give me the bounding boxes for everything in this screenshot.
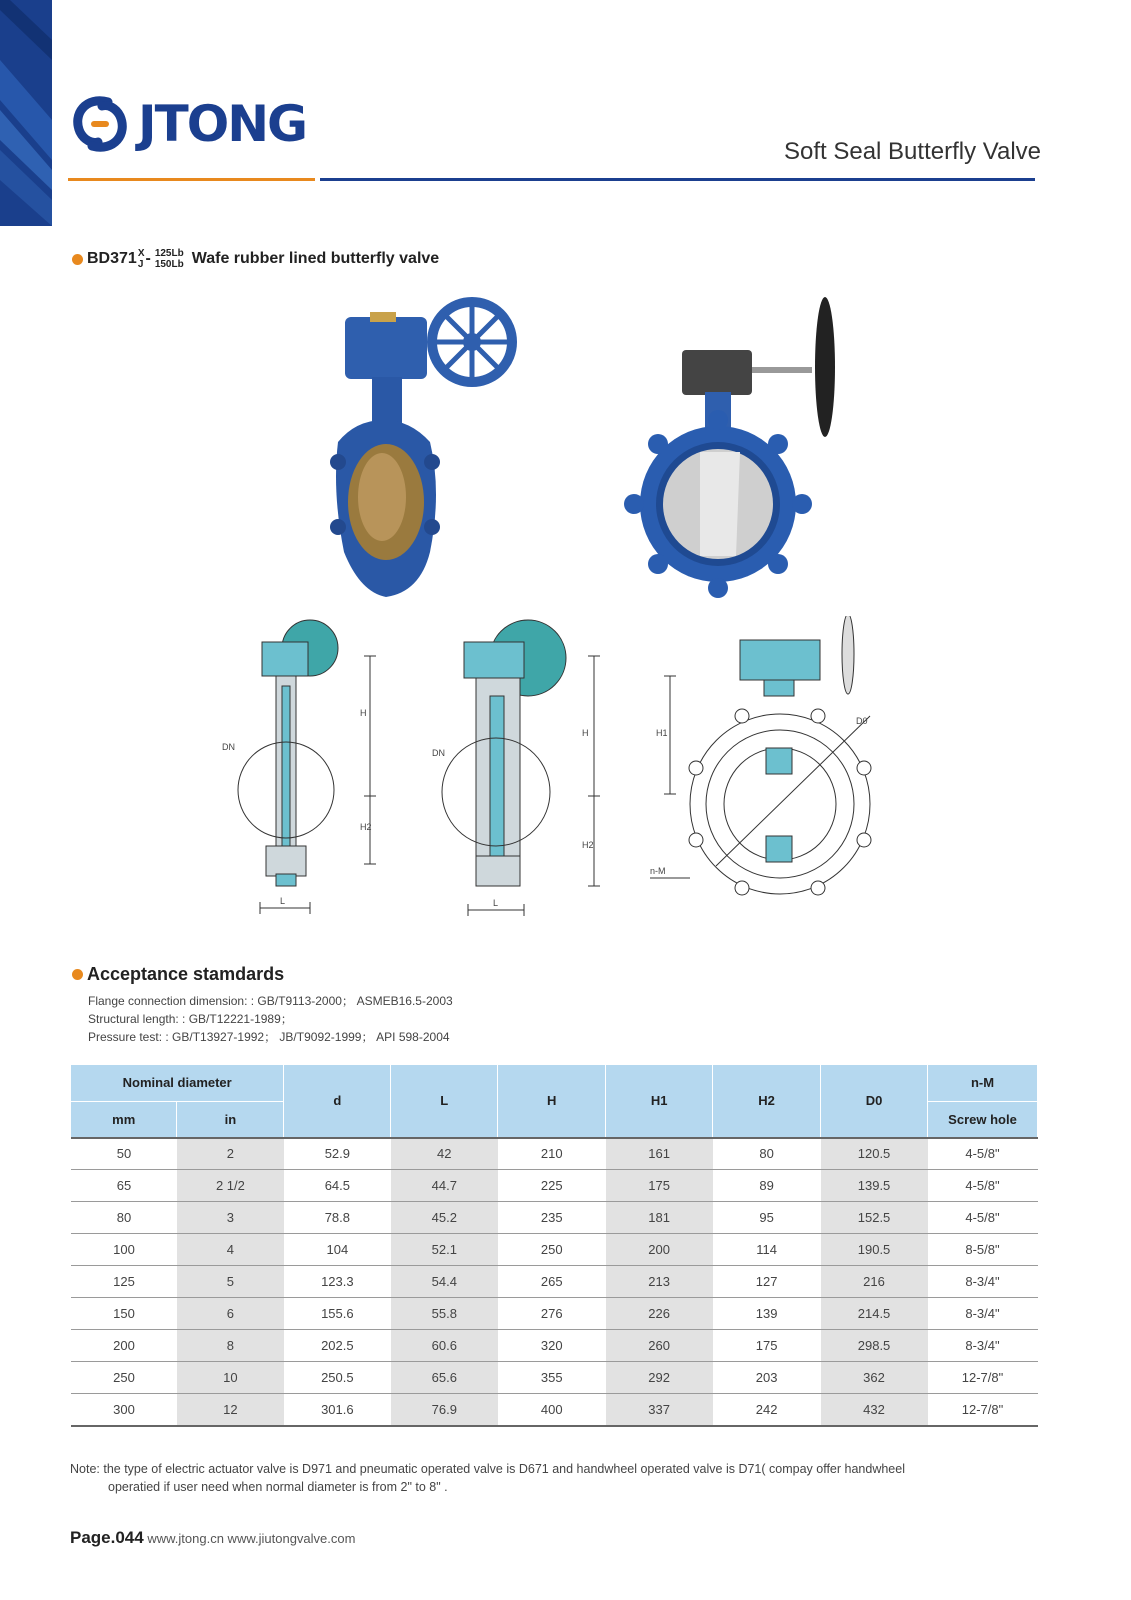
table-cell: 139 <box>713 1297 821 1329</box>
footnote <box>70 1460 1050 1496</box>
table-cell: 89 <box>713 1169 821 1201</box>
footnote-line-1: Note: the type of electric actuator valve is D971 and pneumatic operated valve is D671 and handwheel operated valve is D71( compay offer handwheel <box>70 1462 905 1476</box>
table-cell: 5 <box>177 1265 284 1297</box>
table-cell: 250.5 <box>284 1361 391 1393</box>
table-cell: 125 <box>71 1265 177 1297</box>
table-row <box>71 1169 1038 1201</box>
table-cell: 355 <box>498 1361 606 1393</box>
table-cell: 155.6 <box>284 1297 391 1329</box>
brand-logo <box>68 92 306 156</box>
table-cell: 45.2 <box>391 1201 498 1233</box>
product-code-sub: J <box>137 259 144 270</box>
table-cell: 2 1/2 <box>177 1169 284 1201</box>
logo-icon <box>68 92 132 156</box>
table-cell: 8-3/4" <box>928 1265 1038 1297</box>
header-rule-blue <box>320 178 1035 181</box>
table-cell: 4-5/8" <box>928 1169 1038 1201</box>
table-cell: 213 <box>606 1265 713 1297</box>
dimension-table <box>71 1065 1038 1427</box>
header-nominal-diameter: Nominal diameter <box>71 1065 284 1101</box>
table-cell: 301.6 <box>284 1393 391 1426</box>
n-m-label: n-M <box>650 866 666 876</box>
table-cell: 300 <box>71 1393 177 1426</box>
brand-text: JTONG <box>138 95 307 153</box>
table-cell: 76.9 <box>391 1393 498 1426</box>
table-cell: 42 <box>391 1137 498 1169</box>
table-cell: 50 <box>71 1137 177 1169</box>
table-cell: 6 <box>177 1297 284 1329</box>
product-material-codes <box>138 248 145 270</box>
drawing-side-view-2 <box>442 620 600 916</box>
table-cell: 78.8 <box>284 1201 391 1233</box>
l-label-2: L <box>493 898 499 908</box>
table-cell: 104 <box>284 1233 391 1265</box>
header-h: H <box>498 1065 606 1137</box>
table-cell: 10 <box>177 1361 284 1393</box>
table-cell: 202.5 <box>284 1329 391 1361</box>
product-code-sup: X <box>137 248 145 259</box>
table-cell: 123.3 <box>284 1265 391 1297</box>
table-cell: 60.6 <box>391 1329 498 1361</box>
table-cell: 276 <box>498 1297 606 1329</box>
table-cell: 150 <box>71 1297 177 1329</box>
table-cell: 80 <box>71 1201 177 1233</box>
product-heading <box>72 248 439 270</box>
page-number: Page.044 <box>70 1528 144 1547</box>
table-cell: 432 <box>821 1393 928 1426</box>
d0-label: D0 <box>856 716 868 726</box>
table-cell: 12-7/8" <box>928 1361 1038 1393</box>
table-cell: 292 <box>606 1361 713 1393</box>
header-rule-orange <box>68 178 315 181</box>
table-cell: 200 <box>606 1233 713 1265</box>
table-cell: 8 <box>177 1329 284 1361</box>
table-row <box>71 1297 1038 1329</box>
bullet-dot-icon <box>72 254 83 265</box>
h2-label-2: H2 <box>582 840 594 850</box>
dimension-drawings <box>210 616 910 936</box>
table-cell: 265 <box>498 1265 606 1297</box>
table-cell: 400 <box>498 1393 606 1426</box>
footer-urls: www.jtong.cn www.jiutongvalve.com <box>147 1531 356 1546</box>
header-in: in <box>177 1101 284 1137</box>
table-cell: 54.4 <box>391 1265 498 1297</box>
brand-name <box>138 95 307 153</box>
header-d: d <box>284 1065 391 1137</box>
table-cell: 65 <box>71 1169 177 1201</box>
header-screw-hole: Screw hole <box>928 1101 1038 1137</box>
header-mm: mm <box>71 1101 177 1137</box>
table-cell: 64.5 <box>284 1169 391 1201</box>
pressure-class <box>155 248 184 270</box>
page-footer <box>70 1528 355 1548</box>
table-cell: 200 <box>71 1329 177 1361</box>
table-cell: 65.6 <box>391 1361 498 1393</box>
pressure-class-1: 125Lb <box>154 248 184 259</box>
dn-label-2: DN <box>432 748 445 758</box>
table-cell: 203 <box>713 1361 821 1393</box>
table-cell: 80 <box>713 1137 821 1169</box>
table-cell: 100 <box>71 1233 177 1265</box>
drawing-front-view <box>650 616 871 895</box>
table-cell: 55.8 <box>391 1297 498 1329</box>
valve-photo-lug <box>624 297 835 598</box>
dn-label-1: DN <box>222 742 235 752</box>
table-cell: 226 <box>606 1297 713 1329</box>
header-h1: H1 <box>606 1065 713 1137</box>
table-cell: 320 <box>498 1329 606 1361</box>
header-h2: H2 <box>713 1065 821 1137</box>
header-l: L <box>391 1065 498 1137</box>
valve-photo-blue <box>330 302 512 597</box>
h-label-2: H <box>582 728 589 738</box>
table-cell: 12 <box>177 1393 284 1426</box>
header-d0: D0 <box>821 1065 928 1137</box>
l-label-1: L <box>280 896 286 906</box>
table-cell: 190.5 <box>821 1233 928 1265</box>
table-cell: 362 <box>821 1361 928 1393</box>
table-row <box>71 1201 1038 1233</box>
bullet-dot-icon <box>72 969 83 980</box>
standard-line: Flange connection dimension: : GB/T9113-2000； ASMEB16.5-2003 <box>88 994 453 1008</box>
header-n-m: n-M <box>928 1065 1038 1101</box>
table-cell: 250 <box>71 1361 177 1393</box>
table-cell: 8-5/8" <box>928 1233 1038 1265</box>
table-cell: 114 <box>713 1233 821 1265</box>
standard-line: Pressure test: : GB/T13927-1992； JB/T9092-1999； API 598-2004 <box>88 1030 450 1044</box>
standards-title: Acceptance stamdards <box>87 964 285 984</box>
valve-photos <box>320 292 840 610</box>
table-row <box>71 1137 1038 1169</box>
corner-decoration <box>0 0 52 226</box>
table-cell: 52.1 <box>391 1233 498 1265</box>
table-cell: 260 <box>606 1329 713 1361</box>
standards-heading <box>72 964 284 985</box>
h2-label-1: H2 <box>360 822 372 832</box>
table-cell: 225 <box>498 1169 606 1201</box>
table-cell: 250 <box>498 1233 606 1265</box>
table-cell: 127 <box>713 1265 821 1297</box>
document-title: Soft Seal Butterfly Valve <box>783 138 1041 165</box>
product-dash: - <box>145 250 151 267</box>
table-cell: 8-3/4" <box>928 1297 1038 1329</box>
table-cell: 242 <box>713 1393 821 1426</box>
table-cell: 298.5 <box>821 1329 928 1361</box>
table-row <box>71 1329 1038 1361</box>
drawing-side-view-1 <box>238 620 376 914</box>
table-cell: 210 <box>498 1137 606 1169</box>
h-label-1: H <box>360 708 367 718</box>
table-row <box>71 1265 1038 1297</box>
table-header-rule <box>71 1137 1038 1139</box>
footnote-line-2: operatied if user need when normal diameter is from 2" to 8" . <box>108 1480 448 1494</box>
table-cell: 139.5 <box>821 1169 928 1201</box>
table-cell: 161 <box>606 1137 713 1169</box>
table-row <box>71 1393 1038 1426</box>
table-cell: 216 <box>821 1265 928 1297</box>
table-cell: 235 <box>498 1201 606 1233</box>
h1-label: H1 <box>656 728 668 738</box>
table-row <box>71 1233 1038 1265</box>
table-cell: 120.5 <box>821 1137 928 1169</box>
table-cell: 4 <box>177 1233 284 1265</box>
table-cell: 214.5 <box>821 1297 928 1329</box>
standards-list <box>88 992 453 1046</box>
table-cell: 175 <box>713 1329 821 1361</box>
standard-line: Structural length: : GB/T12221-1989； <box>88 1012 293 1026</box>
product-title: Wafe rubber lined butterfly valve <box>191 250 440 267</box>
table-cell: 4-5/8" <box>928 1137 1038 1169</box>
table-cell: 3 <box>177 1201 284 1233</box>
table-cell: 337 <box>606 1393 713 1426</box>
table-cell: 175 <box>606 1169 713 1201</box>
table-cell: 52.9 <box>284 1137 391 1169</box>
pressure-class-2: 150Lb <box>154 259 184 270</box>
table-cell: 8-3/4" <box>928 1329 1038 1361</box>
table-cell: 152.5 <box>821 1201 928 1233</box>
table-row <box>71 1361 1038 1393</box>
product-code: BD371 <box>87 250 137 267</box>
table-cell: 181 <box>606 1201 713 1233</box>
table-cell: 2 <box>177 1137 284 1169</box>
table-cell: 12-7/8" <box>928 1393 1038 1426</box>
table-cell: 95 <box>713 1201 821 1233</box>
table-cell: 4-5/8" <box>928 1201 1038 1233</box>
table-cell: 44.7 <box>391 1169 498 1201</box>
